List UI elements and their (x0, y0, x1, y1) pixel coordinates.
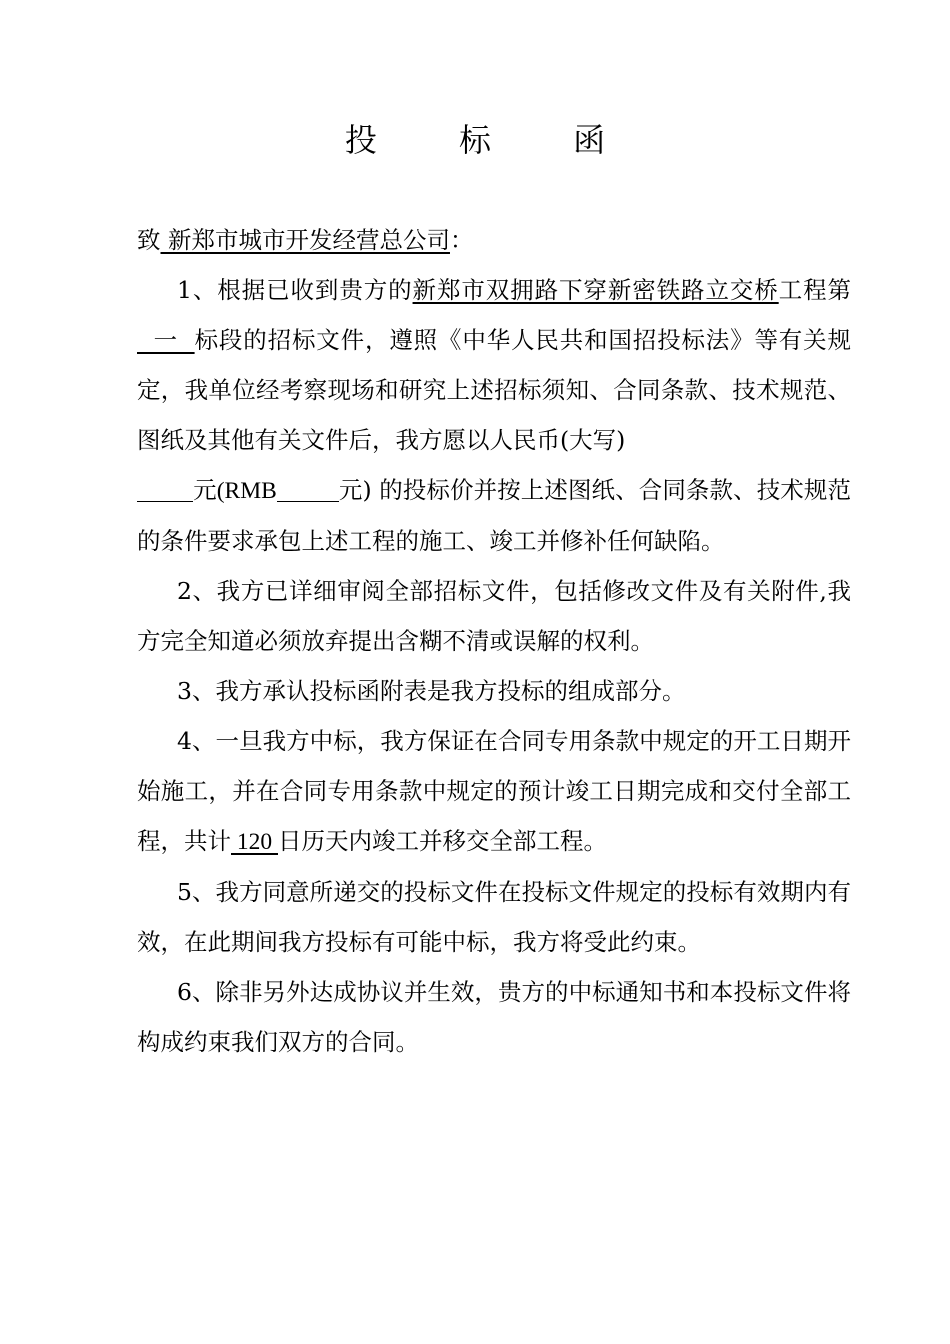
clause-4-tail: 日历天内竣工并移交全部工程。 (278, 827, 607, 855)
clause-1-section-label: 工程第 (778, 276, 852, 304)
recipient-name: 新郑市城市开发经营总公司 (160, 226, 450, 254)
amount-words-blank (137, 477, 193, 502)
clause-2: 2、我方已详细审阅全部招标文件，包括修改文件及有关附件,我方完全知道必须放弃提出含糊不清或误解的权利。 (137, 577, 851, 655)
clause-1 (137, 265, 851, 566)
project-name: 新郑市双拥路下穿新密铁路立交桥 (412, 276, 779, 304)
section-number: 一 (137, 326, 195, 354)
clause-4-body: 4、一旦我方中标，我方保证在合同专用条款中规定的开工日期开始施工，并在合同专用条款中规定的预计竣工日期完成和交付全部工程，共计 (137, 727, 851, 855)
clause-4 (137, 716, 851, 867)
amount-figures-blank (277, 477, 339, 502)
clause-6: 6、除非另外达成协议并生效，贵方的中标通知书和本投标文件将构成约束我们双方的合同。 (137, 978, 851, 1056)
clause-3: 3、我方承认投标函附表是我方投标的组成部分。 (177, 677, 686, 705)
clause-1-rmb-label: 元(RMB (193, 478, 277, 504)
clause-5: 5、我方同意所递交的投标文件在投标文件规定的投标有效期内有效，在此期间我方投标有可能中标，我方将受此约束。 (137, 878, 851, 956)
document-title: 投 标 函 (344, 121, 642, 159)
letter-body (137, 215, 851, 1067)
salutation-prefix: 致 (137, 226, 161, 254)
clause-1-tail: 元) 的投标价并按上述图纸、合同条款、技术规范的条件要求承包上述工程的施工、竣工并修补任何缺陷。 (137, 476, 851, 555)
construction-days: 120 (231, 829, 278, 855)
clause-1-body: 标段的招标文件，遵照《中华人民共和国招投标法》等有关规定，我单位经考察现场和研究上述招标须知、合同条款、技术规范、图纸及其他有关文件后，我方愿以人民币(大写) (137, 326, 851, 454)
salutation (137, 215, 851, 265)
salutation-suffix: ： (449, 226, 474, 254)
clause-1-intro: 1、根据已收到贵方的 (177, 276, 413, 304)
